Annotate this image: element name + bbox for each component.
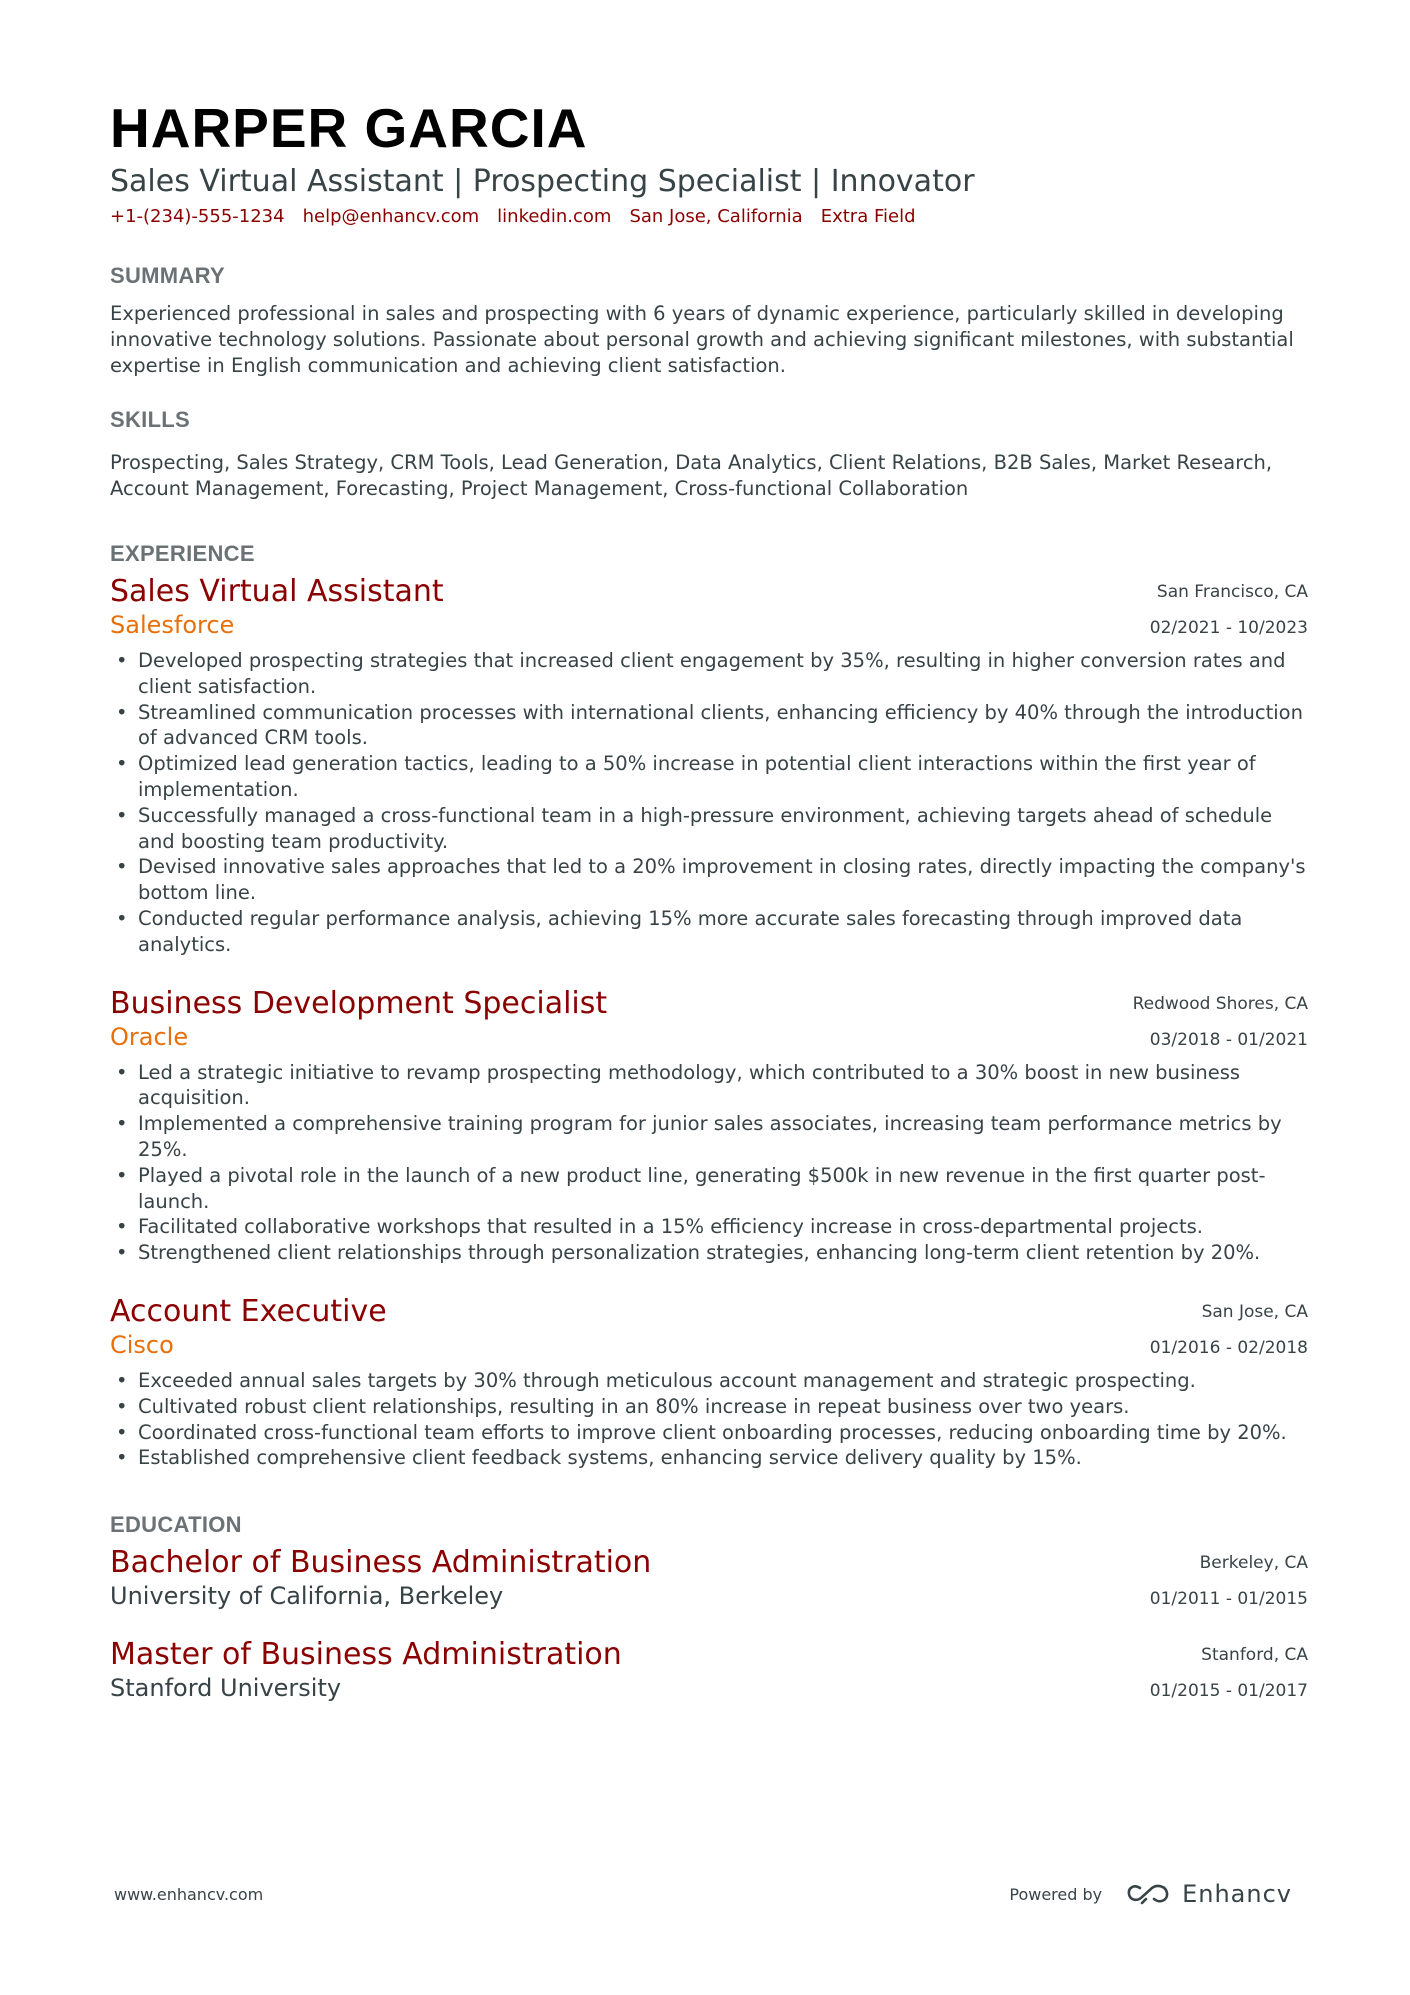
enhancv-logo-icon	[1126, 1882, 1172, 1906]
contact-linkedin[interactable]: linkedin.com	[497, 206, 612, 227]
brand-logo[interactable]	[1126, 1880, 1292, 1908]
job-title: Sales Virtual Assistant	[110, 573, 444, 609]
job-bullets	[110, 1060, 1308, 1266]
job-bullet: • Streamlined communication processes with international clients, enhancing efficiency by 40% through the introduction of advanced CRM tools.	[110, 700, 1308, 752]
school-location: Stanford, CA	[1201, 1645, 1308, 1666]
resume-header	[110, 96, 1308, 230]
powered-by-label: Powered by	[1009, 1884, 1103, 1904]
job-bullet: • Established comprehensive client feedback systems, enhancing service delivery quality by 15%.	[110, 1445, 1308, 1471]
experience-entry	[110, 574, 1308, 958]
job-bullet: • Cultivated robust client relationships, resulting in an 80% increase in repeat business over two years.	[110, 1394, 1308, 1420]
education-section	[110, 1511, 1308, 1709]
degree-title: Master of Business Administration	[110, 1637, 622, 1673]
powered-by	[1009, 1880, 1292, 1908]
job-bullet: • Played a pivotal role in the launch of a new product line, generating $500k in new revenue in the first quarter post-launch.	[110, 1163, 1308, 1215]
contact-extra-field: Extra Field	[820, 206, 916, 227]
job-bullet: • Devised innovative sales approaches that led to a 20% improvement in closing rates, directly impacting the company's bottom line.	[110, 854, 1308, 906]
company-name: Salesforce	[110, 610, 235, 639]
contact-phone[interactable]: +1-(234)-555-1234	[110, 206, 285, 227]
experience-title: EXPERIENCE	[110, 540, 255, 566]
job-dates: 02/2021 - 10/2023	[1149, 617, 1308, 638]
contact-list	[110, 204, 1308, 230]
job-bullets	[110, 1368, 1308, 1471]
brand-name: Enhancv	[1182, 1880, 1292, 1908]
job-title: Account Executive	[110, 1293, 387, 1329]
job-bullet: • Optimized lead generation tactics, leading to a 50% increase in potential client interactions within the first year of implementation.	[110, 751, 1308, 803]
school-name: Stanford University	[110, 1674, 342, 1703]
footer-website-link[interactable]: www.enhancv.com	[114, 1884, 264, 1904]
summary-text: Experienced professional in sales and prospecting with 6 years of dynamic experience, particularly skilled in developing innovative technology solutions. Passionate about personal growth and achieving significant milestones, with substantial expertise in English communication and achieving client satisfaction.	[110, 302, 1294, 377]
job-title: Business Development Specialist	[110, 985, 608, 1021]
company-name: Oracle	[110, 1022, 189, 1051]
resume-footer	[114, 1880, 1292, 1908]
job-bullet: • Successfully managed a cross-functional team in a high-pressure environment, achieving targets ahead of schedule and boosting team productivity.	[110, 803, 1308, 855]
candidate-headline: Sales Virtual Assistant | Prospecting Specialist | Innovator	[110, 164, 975, 199]
experience-entry	[110, 1294, 1308, 1471]
education-entry	[110, 1637, 1308, 1709]
job-bullet: • Conducted regular performance analysis, achieving 15% more accurate sales forecasting through improved data analytics.	[110, 906, 1308, 958]
education-entry	[110, 1545, 1308, 1617]
job-location: San Jose, CA	[1201, 1301, 1308, 1322]
job-bullet: • Led a strategic initiative to revamp prospecting methodology, which contributed to a 30% boost in new business acquisition.	[110, 1060, 1308, 1112]
company-name: Cisco	[110, 1330, 174, 1359]
experience-entry	[110, 986, 1308, 1266]
job-bullet: • Implemented a comprehensive training program for junior sales associates, increasing team performance metrics by 25%.	[110, 1111, 1308, 1163]
contact-email[interactable]: help@enhancv.com	[302, 206, 480, 227]
job-bullet: • Coordinated cross-functional team efforts to improve client onboarding processes, reducing onboarding time by 20%.	[110, 1420, 1308, 1446]
skills-title: SKILLS	[110, 407, 191, 433]
job-bullet: • Strengthened client relationships through personalization strategies, enhancing long-term client retention by 20%.	[110, 1240, 1308, 1266]
school-dates: 01/2015 - 01/2017	[1149, 1681, 1308, 1702]
summary-title: SUMMARY	[110, 263, 225, 288]
contact-location: San Jose, California	[629, 206, 803, 227]
job-bullet: • Facilitated collaborative workshops that resulted in a 15% efficiency increase in cross-departmental projects.	[110, 1214, 1308, 1240]
skills-text: Prospecting, Sales Strategy, CRM Tools, Lead Generation, Data Analytics, Client Relations, B2B Sales, Market Research, Account Management, Forecasting, Project Management, Cross-functional Collaboration	[110, 451, 1273, 501]
job-bullets	[110, 648, 1308, 958]
job-bullet: • Developed prospecting strategies that increased client engagement by 35%, resulting in higher conversion rates and client satisfaction.	[110, 648, 1308, 700]
education-title: EDUCATION	[110, 1512, 242, 1538]
job-dates: 01/2016 - 02/2018	[1149, 1337, 1308, 1358]
candidate-name: HARPER GARCIA	[110, 97, 588, 159]
resume-page	[110, 96, 1308, 1709]
skills-section	[110, 406, 1308, 502]
job-bullet: • Exceeded annual sales targets by 30% through meticulous account management and strategic prospecting.	[110, 1368, 1308, 1394]
degree-title: Bachelor of Business Administration	[110, 1545, 652, 1581]
job-location: Redwood Shores, CA	[1132, 993, 1308, 1014]
experience-section	[110, 540, 1308, 1471]
summary-section	[110, 262, 1308, 378]
job-location: San Francisco, CA	[1156, 581, 1308, 602]
school-location: Berkeley, CA	[1199, 1553, 1308, 1574]
school-name: University of California, Berkeley	[110, 1582, 504, 1611]
job-dates: 03/2018 - 01/2021	[1149, 1029, 1308, 1050]
school-dates: 01/2011 - 01/2015	[1149, 1589, 1308, 1610]
